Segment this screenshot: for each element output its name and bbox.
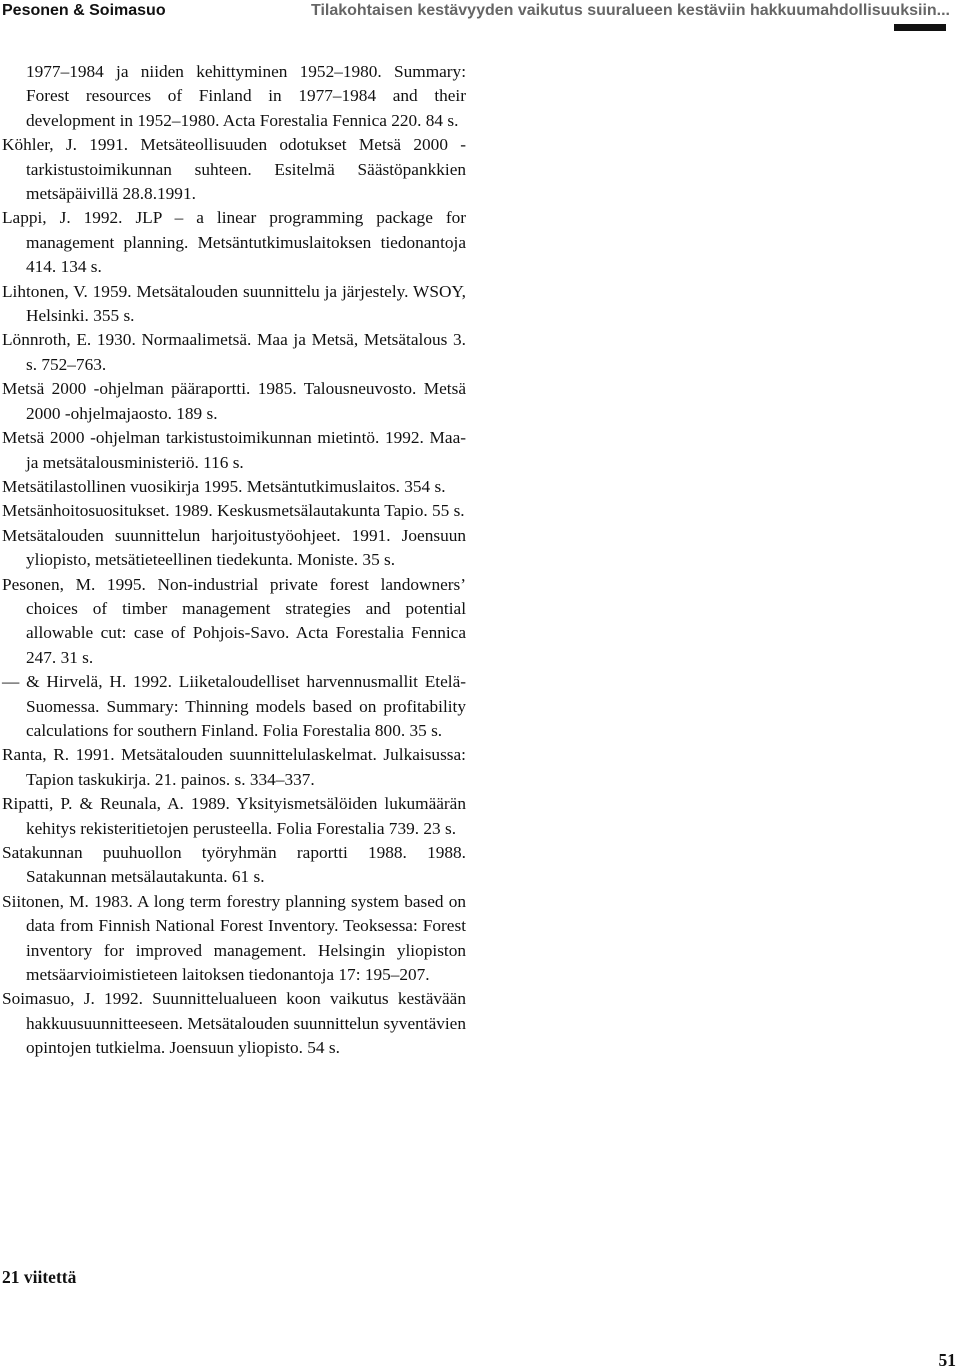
reference-item: 1977–1984 ja niiden kehittyminen 1952–1980. Summary: Forest resources of Finland in 1977–1984 and their development in 1952–1980. Acta Forestalia Fennica 220. 84 s. [26,62,466,130]
reference-item: Lönnroth, E. 1930. Normaalimetsä. Maa ja Metsä, Metsätalous 3. s. 752–763. [2,330,466,374]
reference-count-note: 21 viitettä [2,1267,77,1287]
reference-item: — & Hirvelä, H. 1992. Liiketaloudelliset harvennusmallit Etelä-Suomessa. Summary: Thinning models based on profitability calculations for southern Finland. Folia Forestalia 800. 35 s. [2,672,466,740]
header-authors: Pesonen & Soimasuo [2,2,166,19]
reference-item: Satakunnan puuhuollon työryhmän raportti 1988. 1988. Satakunnan metsälautakunta. 61 s. [2,843,466,887]
running-header [0,0,960,30]
reference-item: Metsänhoitosuositukset. 1989. Keskusmetsälautakunta Tapio. 55 s. [2,501,465,521]
reference-list [2,60,466,1061]
reference-item: Lihtonen, V. 1959. Metsätalouden suunnittelu ja järjestely. WSOY, Helsinki. 355 s. [2,281,466,326]
reference-item: Metsä 2000 -ohjelman tarkistustoimikunnan mietintö. 1992. Maa- ja metsätalousministeriö. 116 s. [2,428,466,472]
reference-item: Siitonen, M. 1983. A long term forestry planning system based on data from Finnish National Forest Inventory. Teoksessa: Forest inventory for improved management. Helsingin yliopiston metsäarvioimistieteen laitoksen tiedonantoja 17: 195–207. [2,891,466,985]
reference-item: Soimasuo, J. 1992. Suunnittelualueen koon vaikutus kestävään hakkuusuunnitteeseen. Metsätalouden suunnittelun syventävien opintojen tutkielma. Joensuun yliopisto. 54 s. [2,989,466,1058]
page-number: 51 [938,1350,956,1370]
reference-item: Köhler, J. 1991. Metsäteollisuuden odotukset Metsä 2000 -tarkistustoimikunnan suhteen. Esitelmä Säästöpankkien metsäpäivillä 28.8.1991. [2,135,466,204]
reference-item: Pesonen, M. 1995. Non-industrial private forest landowners’ choices of timber management strategies and potential allowable cut: case of Pohjois-Savo. Acta Forestalia Fennica 247. 31 s. [2,574,466,667]
reference-item: Metsätilastollinen vuosikirja 1995. Metsäntutkimuslaitos. 354 s. [2,476,446,496]
reference-item: Lappi, J. 1992. JLP – a linear programming package for management planning. Metsäntutkimuslaitoksen tiedonantoja 414. 134 s. [2,208,466,277]
reference-item: Ranta, R. 1991. Metsätalouden suunnittelulaskelmat. Julkaisussa: Tapion taskukirja. 21. painos. s. 334–337. [2,745,466,789]
reference-item: Metsätalouden suunnittelun harjoitustyöohjeet. 1991. Joensuun yliopisto, metsätieteellinen tiedekunta. Moniste. 35 s. [2,525,466,570]
header-rule-bar [894,24,946,31]
header-title: Tilakohtaisen kestävyyden vaikutus suuralueen kestäviin hakkuumahdollisuuksiin... [310,2,950,19]
reference-item: Ripatti, P. & Reunala, A. 1989. Yksityismetsälöiden lukumäärän kehitys rekisteritietojen perusteella. Folia Forestalia 739. 23 s. [2,794,466,838]
reference-item: Metsä 2000 -ohjelman pääraportti. 1985. Talousneuvosto. Metsä 2000 -ohjelmajaosto. 189 s. [2,379,466,423]
